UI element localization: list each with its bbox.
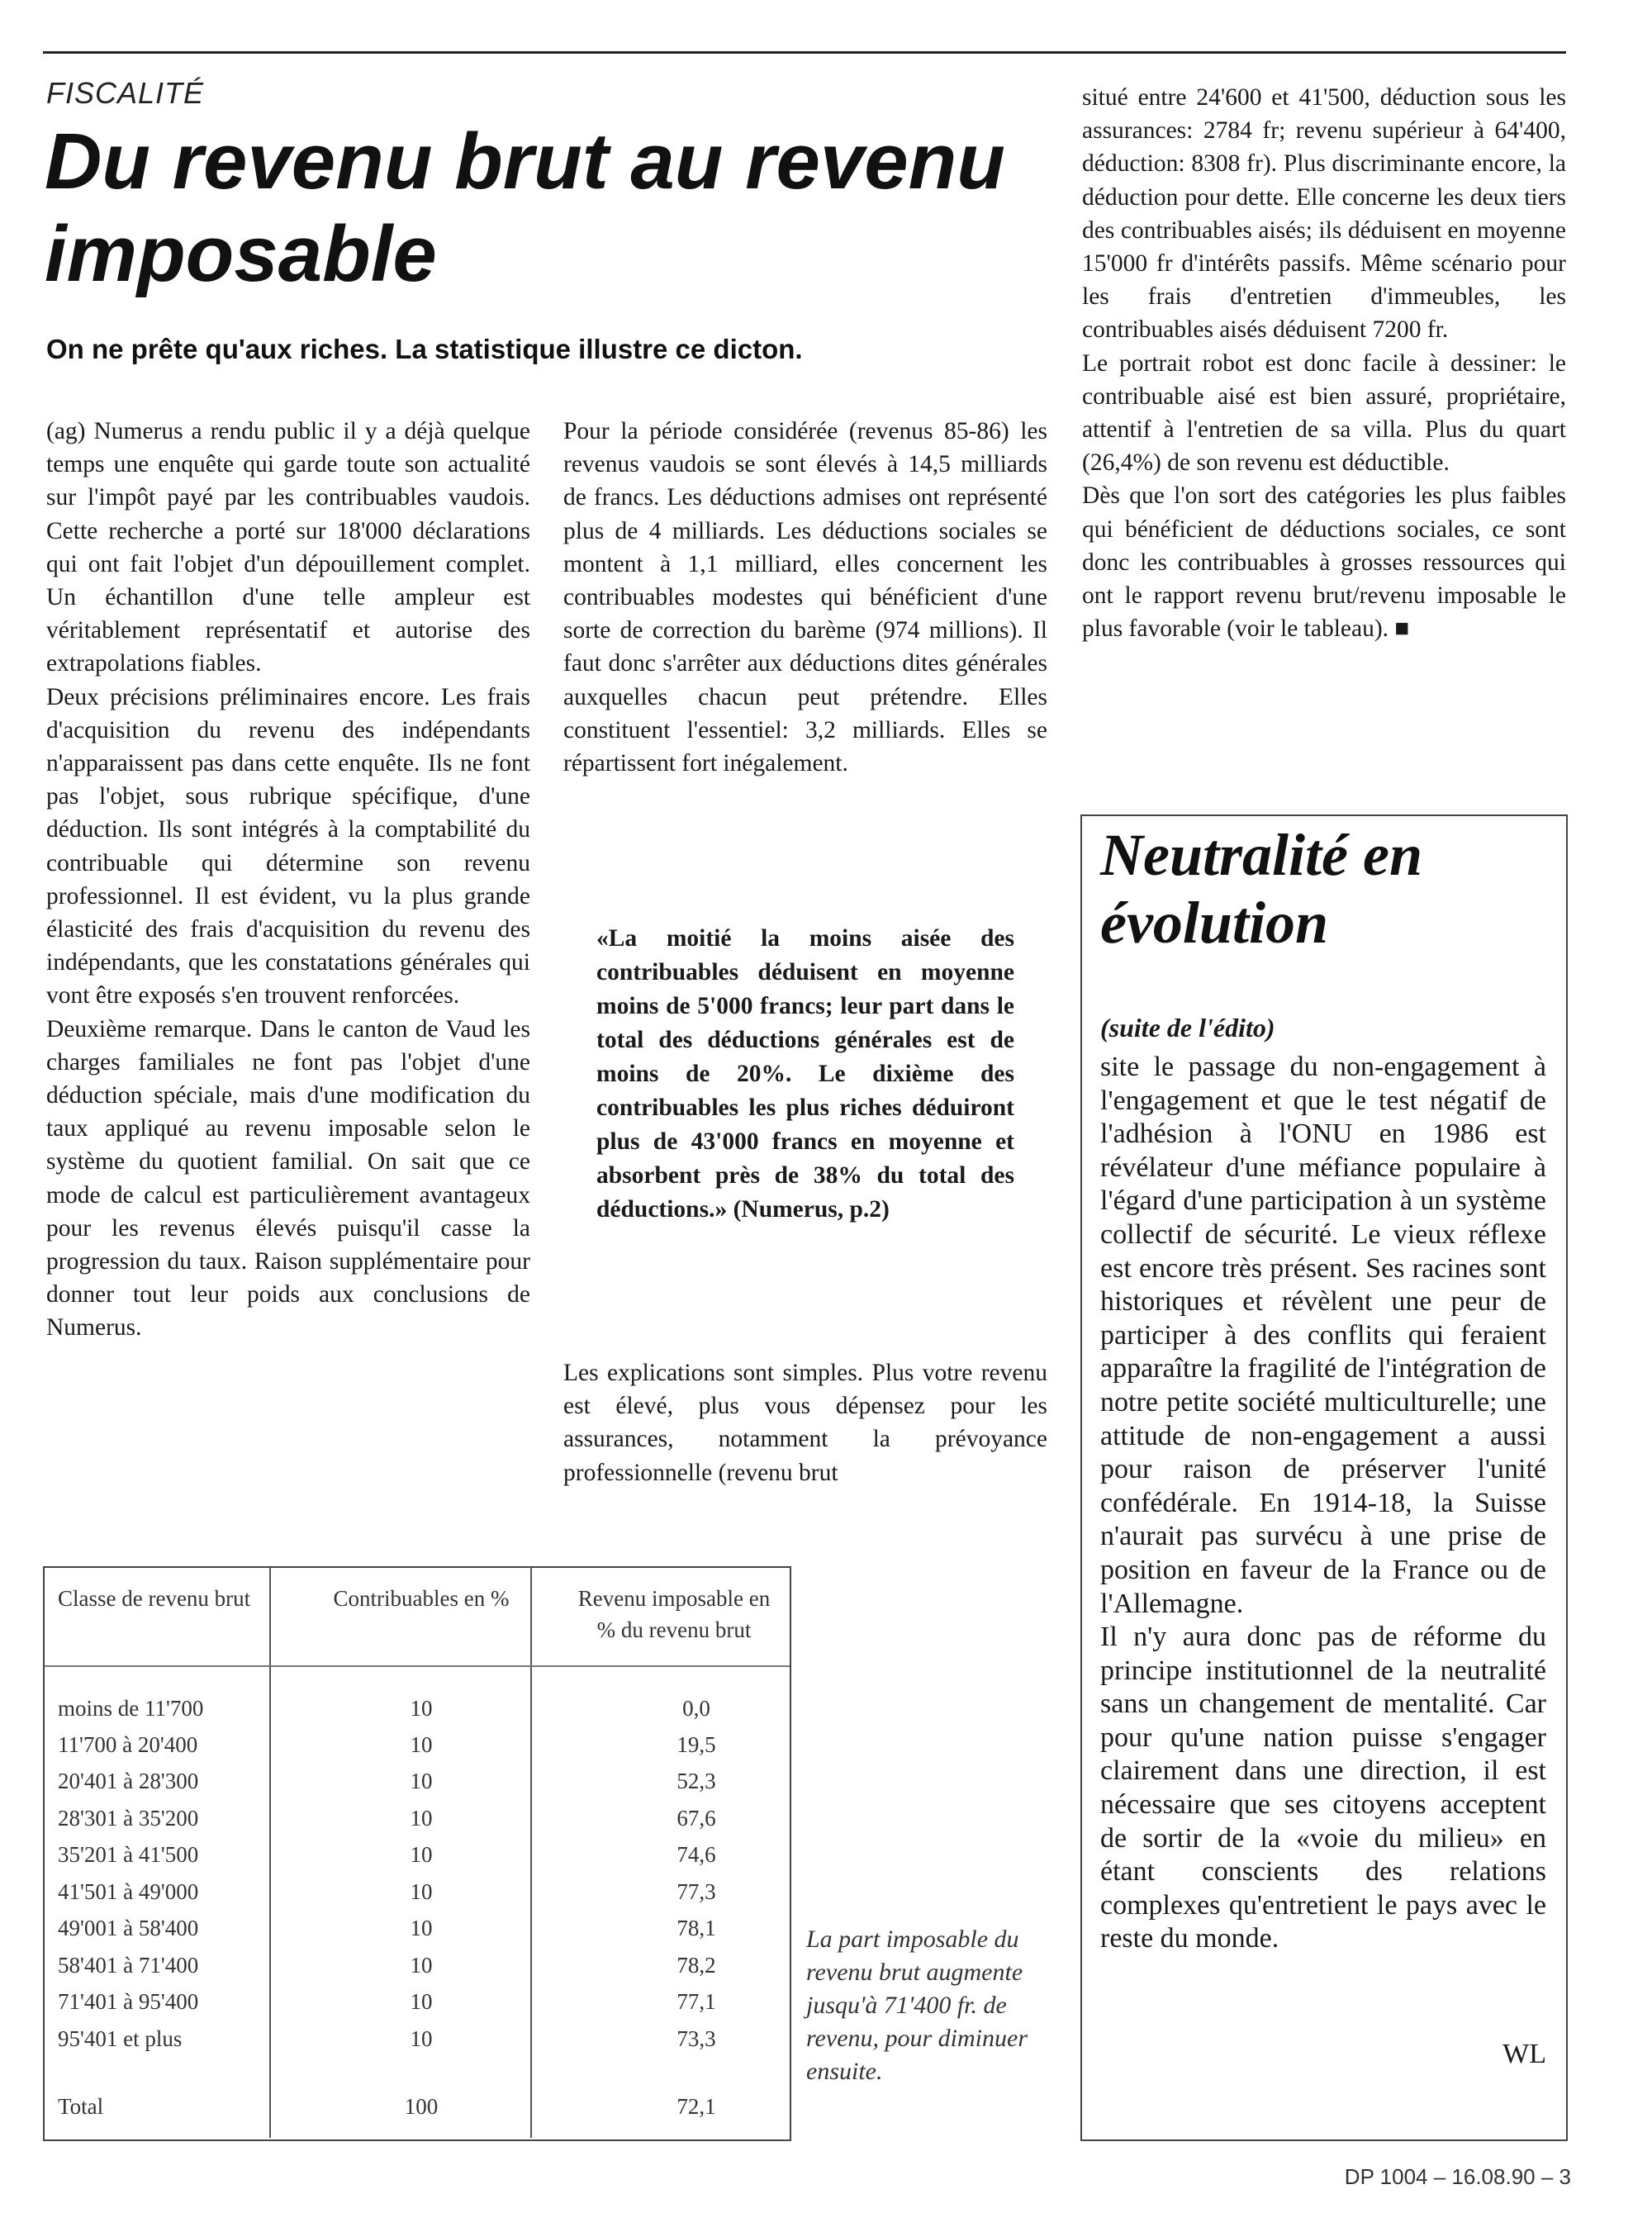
income-table [43,1566,791,2141]
table-header-cell: Classe de revenu brut [58,1586,251,1611]
table-cell: 19,5 [676,1731,716,1757]
table-cell: 52,3 [676,1769,716,1794]
pull-quote: «La moitié la moins aisée des contribuables déduisent en moyenne moins de 5'000 francs; leur part dans le total des déductions générales est de moins de 20%. Le dixième des contribuables les plus riches déduiront plus de 43'000 francs en moyenne et absorbent près de 38% du total des déductions.» (Numerus, p.2) [596,925,1014,1223]
article-column-2-continued [563,1356,1047,1489]
paragraph: Deuxième remarque. Dans le canton de Vaud les charges familiales ne font pas l'objet d'une déduction spéciale, mais d'une modification du taux appliqué au revenu imposable selon le système du quotient familial. On sait que ce mode de calcul est particulièrement avantageux pour les revenus élevés puisqu'il casse la progression du taux. Raison supplémentaire pour donner tout leur poids aux conclusions de Numerus. [46,1015,530,1342]
table-total-row [45,2058,790,2127]
table-row [45,1947,790,1984]
table-row [45,1837,790,1874]
table-cell: moins de 11'700 [58,1695,204,1721]
table-row [45,2021,790,2058]
table-cell: 74,6 [676,1842,716,1868]
page-folio: DP 1004 – 16.08.90 – 3 [1344,2164,1571,2189]
table-cell: 20'401 à 28'300 [58,1769,199,1794]
table-header-cell: Contribuables en % [333,1586,510,1611]
table-cell: 10 [410,1842,433,1868]
table-cell: 67,6 [676,1805,716,1831]
table-cell: 49'001 à 58'400 [58,1916,199,1941]
article-column-2 [563,415,1047,780]
table-cell: 28'301 à 35'200 [58,1805,199,1831]
article-column-3 [1082,81,1566,645]
table-cell: 100 [404,2094,439,2119]
table-header-cell: Revenu imposable en % du revenu brut [577,1586,771,1642]
table-cell: 77,1 [676,1989,716,2015]
paragraph: Dès que l'on sort des catégories les plus faibles qui bénéficient de déductions sociales, ce sont donc les contribuables à grosses ressources qui ont le rapport revenu brut/revenu imposable le plus favorable (voir le tableau). ■ [1082,482,1566,643]
table-cell: 11'700 à 20'400 [58,1731,198,1757]
income-table-grid [45,1568,790,2127]
table-cell: 10 [410,1731,433,1757]
section-kicker: FISCALITÉ [46,76,205,110]
table-cell: 10 [410,1989,433,2015]
paragraph: Le portrait robot est donc facile à dessiner: le contribuable aisé est bien assuré, propriétaire, attentif à l'entretien de sa villa. Plus du quart (26,4%) de son revenu est déductible. [1082,349,1566,477]
table-cell: 10 [410,1878,433,1904]
table-header-row [45,1568,790,1665]
article-lede: On ne prête qu'aux riches. La statistique illustre ce dicton. [46,334,803,364]
table-cell: 72,1 [676,2094,716,2119]
paragraph: site le passage du non-engagement à l'engagement et que le test négatif de l'adhésion à l'ONU en 1986 est révélateur d'une méfiance populaire à l'égard d'une participation à un système collectif de sécurité. Le vieux réflexe est encore très présent. Ses racines sont historiques et révèlent une peur de participer à des conflits qui feraient apparaître la fragilité de l'intégration de notre petite société multiculturelle; une attitude de non-engagement a aussi pour raison de préserver l'unité confédérale. En 1914-18, la Suisse n'aurait pas survécu à une prise de position en faveur de la France ou de l'Allemagne. [1100,1052,1546,1619]
table-row [45,1984,790,2021]
table-cell: 41'501 à 49'000 [58,1878,199,1904]
paragraph: Deux précisions préliminaires encore. Les frais d'acquisition du revenu des indépendants n'apparaissent pas dans cette enquête. Ils ne font pas l'objet, sous rubrique spécifique, d'une déduction. Ils sont intégrés à la comptabilité du contribuable qui détermine son revenu professionnel. Il est évident, vu la plus grande élasticité des frais d'acquisition du revenu des indépendants, que les constatations générales qui vont être exposés s'en trouvent renforcées. [46,683,530,1009]
table-cell: 58'401 à 71'400 [58,1952,199,1978]
table-row [45,1873,790,1911]
editorial-sidebar [1080,814,1568,2141]
table-cell: 10 [410,1695,433,1721]
article-headline: Du revenu brut au revenu imposable [45,117,1005,298]
table-cell: 10 [410,1805,433,1831]
paragraph: Pour la période considérée (revenus 85-86) les revenus vaudois se sont élevés à 14,5 milliards de francs. Les déductions admises ont représenté plus de 4 milliards. Les déductions sociales se montent à 1,1 milliard, elles concernent les contribuables modestes qui bénéficient d'une sorte de correction du barème (974 millions). Il faut donc s'arrêter aux déductions dites générales auxquelles chacun peut prétendre. Elles constituent l'essentiel: 3,2 milliards. Elles se répartissent fort inégalement. [563,418,1047,777]
sidebar-body [1100,1051,1546,1956]
table-cell: 10 [410,2025,433,2051]
table-cell: 10 [410,1769,433,1794]
table-cell: 78,1 [676,1916,716,1941]
paragraph: Il n'y aura donc pas de réforme du principe institutionnel de la neutralité sans un changement de mentalité. Car pour qu'une nation puisse s'engager clairement dans une direction, il est nécessaire que ses citoyens acceptent de sortir de la «voie du milieu» en étant conscients des relations complexes qu'entretient le pays avec le reste du monde. [1100,1622,1546,1954]
table-caption: La part imposable du revenu brut augmente jusqu'à 71'400 fr. de revenu, pour diminuer ensuite. [806,1926,1028,2085]
table-row [45,1800,790,1837]
paragraph: situé entre 24'600 et 41'500, déduction sous les assurances: 2784 fr; revenu supérieur à 64'400, déduction: 8308 fr). Plus discriminante encore, la déduction pour dette. Elle concerne les deux tiers des contribuables aisés; ils déduisent en moyenne 15'000 fr d'intérêts passifs. Même scénario pour les frais d'entretien d'immeubles, les contribuables aisés déduisent 7200 fr. [1082,84,1566,344]
table-cell: 71'401 à 95'400 [58,1989,199,2015]
top-rule [43,51,1566,54]
sidebar-signature: WL [1502,2039,1546,2069]
table-row [45,1911,790,1948]
table-cell: Total [58,2094,104,2119]
table-cell: 35'201 à 41'500 [58,1842,199,1868]
table-row [45,1764,790,1801]
article-column-1 [46,415,530,1345]
table-row [45,1665,790,1726]
table-cell: 95'401 et plus [58,2025,183,2051]
table-cell: 0,0 [682,1695,710,1721]
table-cell: 77,3 [676,1878,716,1904]
table-row [45,1726,790,1764]
table-cell: 10 [410,1952,433,1978]
paragraph: (ag) Numerus a rendu public il y a déjà quelque temps une enquête qui garde toute son actualité sur l'impôt payé par les contribuables vaudois. Cette recherche a porté sur 18'000 déclarations qui ont fait l'objet d'un dépouillement complet. Un échantillon d'une telle ampleur est véritablement représentatif et autorise des extrapolations fiables. [46,418,530,677]
sidebar-intro: (suite de l'édito) [1100,1013,1275,1042]
sidebar-title: Neutralité en évolution [1100,822,1422,956]
paragraph: Les explications sont simples. Plus votre revenu est élevé, plus vous dépensez pour les assurances, notamment la prévoyance professionnelle (revenu brut [563,1360,1047,1486]
table-cell: 78,2 [676,1952,716,1978]
table-cell: 10 [410,1916,433,1941]
table-cell: 73,3 [676,2025,716,2051]
